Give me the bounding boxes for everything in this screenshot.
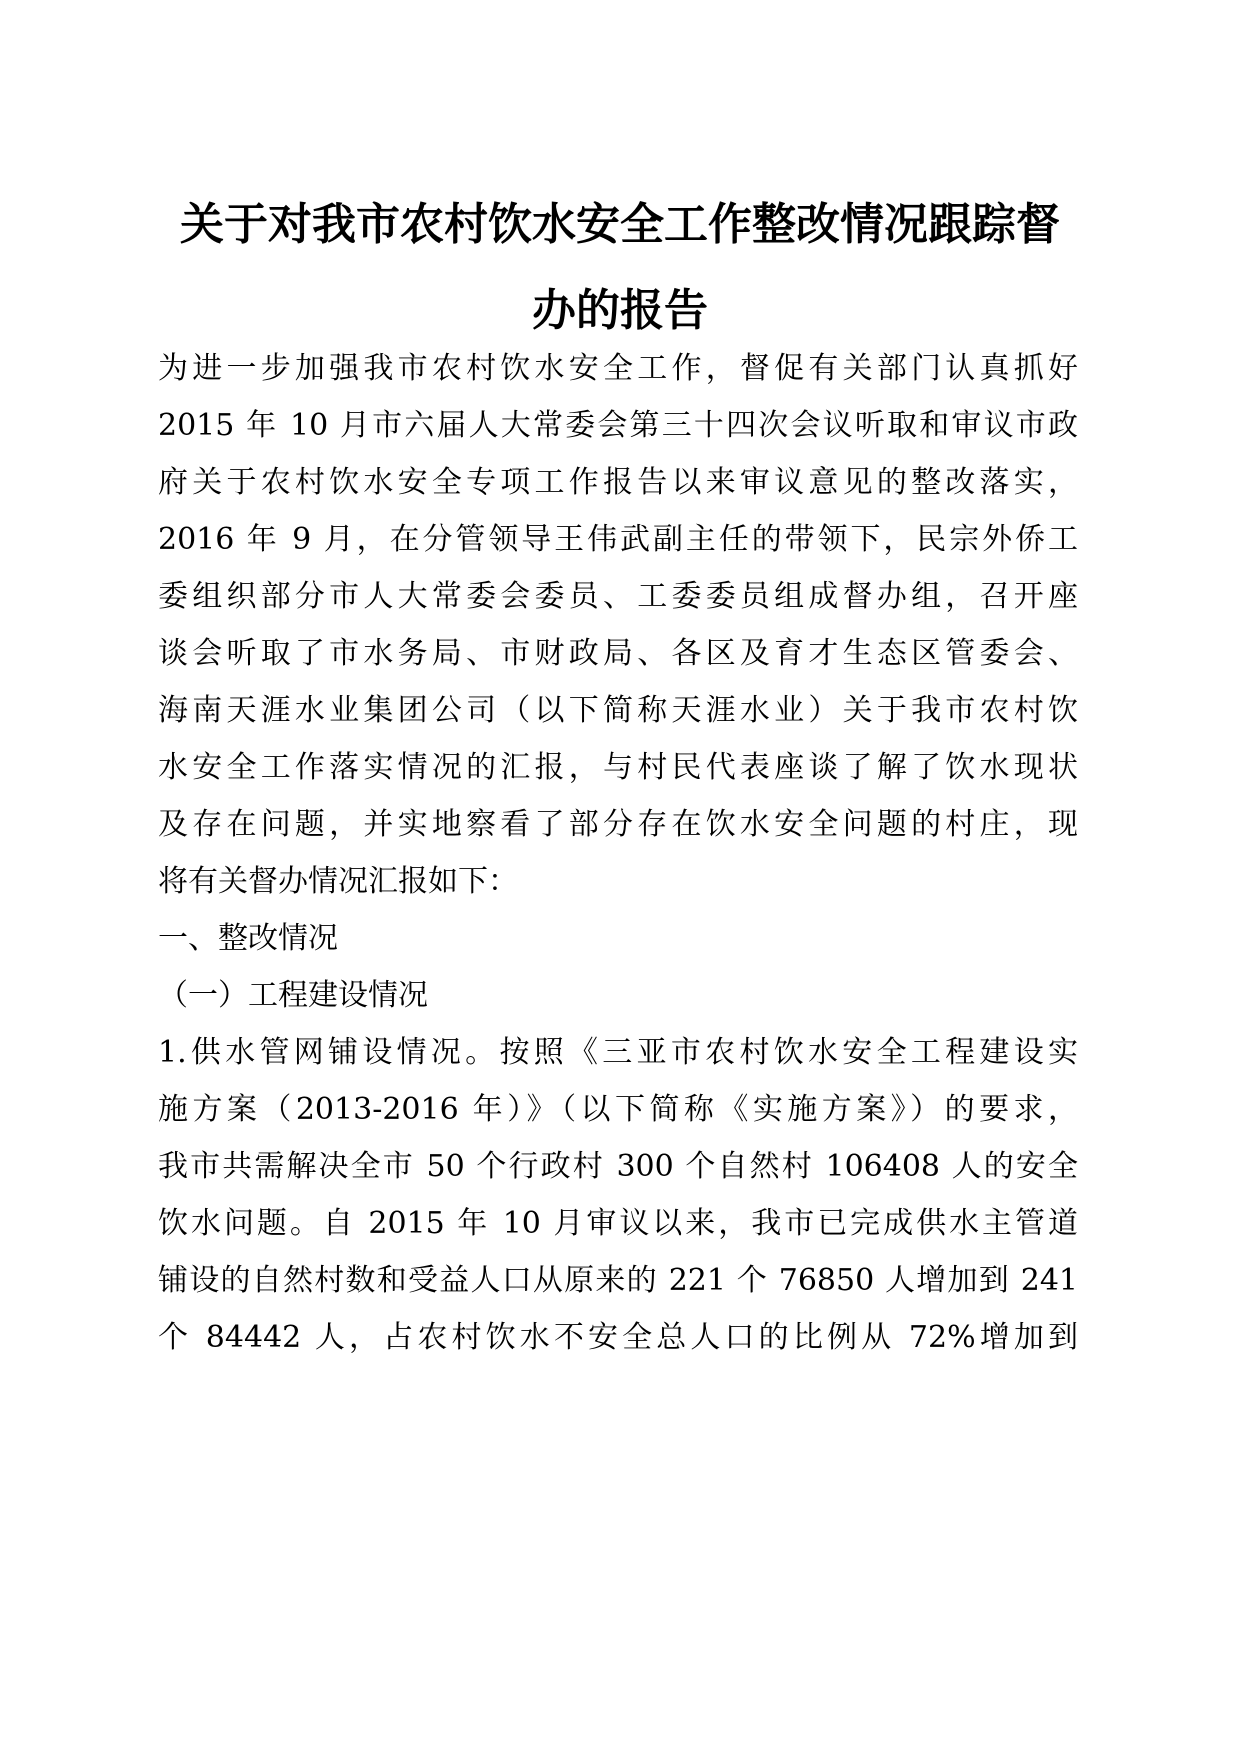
body-line: 委组织部分市人大常委会委员、工委委员组成督办组，召开座 <box>158 579 1078 614</box>
body-line: 饮水问题。自 2015 年 10 月审议以来，我市已完成供水主管道 <box>158 1206 1078 1241</box>
body-line: 2016 年 9 月，在分管领导王伟武副主任的带领下，民宗外侨工 <box>158 522 1078 557</box>
body-line: 海南天涯水业集团公司（以下简称天涯水业）关于我市农村饮 <box>158 693 1078 728</box>
body-line: 府关于农村饮水安全专项工作报告以来审议意见的整改落实， <box>158 465 1078 500</box>
body-line: 及存在问题，并实地察看了部分存在饮水安全问题的村庄，现 <box>158 807 1078 842</box>
report-title-line-2: 办的报告 <box>532 285 708 336</box>
body-line: 1.供水管网铺设情况。按照《三亚市农村饮水安全工程建设实 <box>158 1035 1078 1070</box>
body-line: 2015 年 10 月市六届人大常委会第三十四次会议听取和审议市政 <box>158 408 1078 443</box>
body-line: 个 84442 人，占农村饮水不安全总人口的比例从 72%增加到 <box>158 1320 1078 1355</box>
body-line: 水安全工作落实情况的汇报，与村民代表座谈了解了饮水现状 <box>158 750 1078 785</box>
report-title-line-1: 关于对我市农村饮水安全工作整改情况跟踪督 <box>180 199 1060 250</box>
body-line: 施方案（2013-2016 年）》（以下简称《实施方案》）的要求， <box>158 1092 1078 1127</box>
body-line: 将有关督办情况汇报如下： <box>158 864 518 899</box>
body-line: 为进一步加强我市农村饮水安全工作，督促有关部门认真抓好 <box>158 351 1078 386</box>
body-line: 谈会听取了市水务局、市财政局、各区及育才生态区管委会、 <box>158 636 1078 671</box>
body-line: 我市共需解决全市 50 个行政村 300 个自然村 106408 人的安全 <box>158 1149 1078 1184</box>
subsection-heading: （一）工程建设情况 <box>158 978 428 1013</box>
body-line: 铺设的自然村数和受益人口从原来的 221 个 76850 人增加到 241 <box>158 1263 1078 1298</box>
section-heading: 一、整改情况 <box>158 921 338 956</box>
